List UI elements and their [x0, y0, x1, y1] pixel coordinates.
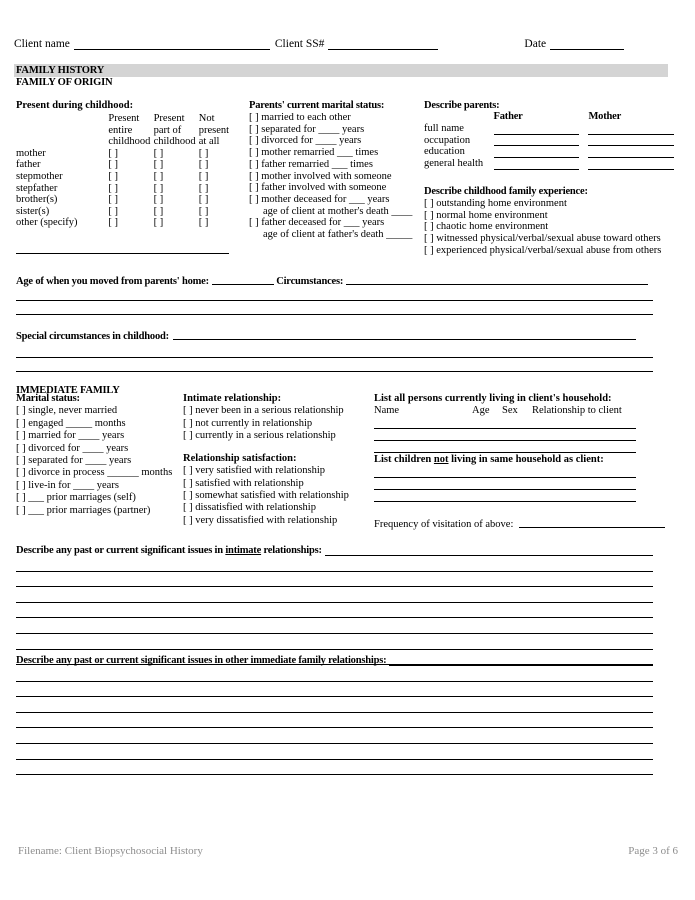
- narrative-family-blank-line[interactable]: [16, 666, 653, 682]
- relationship-block: [183, 393, 373, 527]
- household-block: [374, 393, 664, 502]
- age-field[interactable]: [472, 478, 502, 490]
- sex-field[interactable]: [502, 490, 532, 502]
- name-field[interactable]: [374, 441, 472, 453]
- moved-from-home-label: Age of when you moved from parents' home:: [16, 276, 209, 287]
- relationship-satisfaction-option[interactable]: [ ] somewhat satisfied with relationship: [183, 490, 349, 502]
- household-col-sex: Sex: [502, 405, 518, 416]
- sex-field[interactable]: [502, 441, 532, 453]
- present-childhood-checkbox[interactable]: [ ]: [198, 170, 209, 182]
- children-outside-table-row: [374, 490, 636, 502]
- relationship-field[interactable]: [532, 441, 636, 453]
- marital-status-title: Marital status:: [16, 393, 80, 404]
- special-circumstances-block: [16, 326, 653, 372]
- parents-marital-option[interactable]: [ ] father deceased for ___ years: [249, 217, 385, 229]
- client-ss-label: Client SS#: [274, 38, 325, 50]
- present-childhood-row: [16, 217, 244, 229]
- sex-field[interactable]: [502, 478, 532, 490]
- grid-header-row-3: [16, 136, 244, 148]
- present-childhood-row-label: other (specify): [16, 217, 78, 229]
- col1-head-l2: entire: [108, 124, 133, 136]
- narrative-intimate-part1: Describe any past or current significant issues in: [16, 545, 226, 556]
- narrative-intimate-underlined: intimate: [225, 545, 262, 556]
- present-childhood-checkbox[interactable]: [ ]: [108, 147, 119, 159]
- present-childhood-checkbox[interactable]: [ ]: [153, 170, 164, 182]
- mother-column-header: Mother: [588, 111, 622, 122]
- present-childhood-checkbox[interactable]: [ ]: [198, 194, 209, 206]
- present-childhood-row: [16, 183, 244, 195]
- frequency-label: Frequency of visitation of above:: [374, 519, 514, 530]
- children-outside-title-not: not: [433, 454, 449, 466]
- parents-marital-option[interactable]: [ ] mother deceased for ___ years: [249, 193, 390, 205]
- moved-age-field[interactable]: [212, 275, 274, 285]
- narrative-intimate-blank-line[interactable]: [16, 618, 653, 634]
- children-outside-table-row: [374, 478, 636, 490]
- narrative-intimate-block: [16, 545, 653, 665]
- parents-table-header: [424, 111, 674, 123]
- present-childhood-checkbox[interactable]: [ ]: [153, 217, 164, 229]
- marital-status-option[interactable]: [ ] divorced for ____ years: [16, 442, 129, 454]
- marital-status-option[interactable]: [ ] ___ prior marriages (self): [16, 492, 136, 504]
- mother-field[interactable]: [588, 159, 674, 170]
- describe-parents-row-label: general health: [424, 158, 484, 170]
- col3-head-l1: Not: [198, 113, 215, 124]
- mother-field[interactable]: [588, 135, 674, 146]
- relationship-field[interactable]: [532, 478, 636, 490]
- present-childhood-checkbox[interactable]: [ ]: [198, 182, 209, 194]
- col3-head-l3: at all: [198, 136, 220, 148]
- father-column-header: Father: [493, 111, 523, 122]
- present-during-childhood-block: [16, 100, 244, 229]
- intimate-relationship-title: Intimate relationship:: [183, 393, 282, 404]
- intimate-relationship-option[interactable]: [ ] currently in a serious relationship: [183, 429, 336, 441]
- present-childhood-row: [16, 159, 244, 171]
- marital-status-option[interactable]: [ ] married for ____ years: [16, 430, 125, 442]
- parents-marital-status-block: [249, 100, 419, 241]
- parents-marital-option: age of client at mother's death ____: [263, 205, 413, 217]
- footer-filename: Filename: Client Biopsychosocial History: [18, 845, 203, 857]
- relationship-satisfaction-option[interactable]: [ ] very dissatisfied with relationship: [183, 514, 338, 526]
- narrative-family-part1: Describe any past or current significant issues in other: [16, 655, 251, 666]
- present-childhood-checkbox[interactable]: [ ]: [198, 159, 209, 171]
- present-childhood-checkbox[interactable]: [ ]: [198, 217, 209, 229]
- narrative-intimate-part2: relationships:: [261, 545, 322, 556]
- present-childhood-checkbox[interactable]: [ ]: [198, 205, 209, 217]
- col1-head-l1: Present: [108, 113, 140, 124]
- narrative-family-blank-line[interactable]: [16, 744, 653, 760]
- age-field[interactable]: [472, 466, 502, 478]
- mother-field[interactable]: [588, 124, 674, 135]
- relationship-field[interactable]: [532, 466, 636, 478]
- marital-status-block: [16, 393, 196, 517]
- relationship-satisfaction-title: Relationship satisfaction:: [183, 453, 297, 465]
- moved-from-home-blank-line[interactable]: [16, 287, 653, 301]
- parents-marital-option[interactable]: [ ] separated for ____ years: [249, 123, 365, 135]
- present-childhood-checkbox[interactable]: [ ]: [153, 182, 164, 194]
- father-field[interactable]: [494, 147, 579, 158]
- present-childhood-checkbox[interactable]: [ ]: [153, 159, 164, 171]
- household-table-row: [374, 441, 636, 453]
- childhood-experience-option[interactable]: [ ] outstanding home environment: [424, 198, 567, 209]
- mother-field[interactable]: [588, 147, 674, 158]
- describe-parents-title: Describe parents:: [424, 100, 500, 111]
- special-circumstances-row: [16, 326, 653, 344]
- narrative-family-question: [16, 655, 653, 666]
- narrative-family-blank-line[interactable]: [16, 713, 653, 729]
- client-name-label: Client name: [14, 38, 70, 50]
- parents-marital-title: Parents' current marital status:: [249, 100, 385, 111]
- marital-status-option[interactable]: [ ] separated for ____ years: [16, 455, 132, 467]
- name-field[interactable]: [374, 466, 472, 478]
- footer-page-number: Page 3 of 6: [628, 845, 678, 857]
- moved-from-home-block: [16, 275, 653, 315]
- parents-marital-option: age of client at father's death _____: [263, 229, 413, 241]
- age-field[interactable]: [472, 417, 502, 429]
- narrative-family-blank-line[interactable]: [16, 697, 653, 713]
- father-field[interactable]: [494, 135, 579, 146]
- name-field[interactable]: [374, 429, 472, 441]
- parents-marital-option[interactable]: [ ] mother involved with someone: [249, 170, 392, 182]
- col2-head-l1: Present: [153, 113, 185, 124]
- client-ss-field[interactable]: [328, 38, 438, 50]
- banner-title: FAMILY HISTORY: [16, 65, 105, 76]
- narrative-family-blank-line[interactable]: [16, 682, 653, 698]
- parents-marital-option[interactable]: [ ] divorced for ____ years: [249, 135, 362, 147]
- childhood-experience-option[interactable]: [ ] normal home environment: [424, 209, 548, 221]
- special-circumstances-label: Special circumstances in childhood:: [16, 331, 169, 342]
- name-field[interactable]: [374, 417, 472, 429]
- col1-head-l3: childhood: [108, 136, 151, 148]
- age-field[interactable]: [472, 490, 502, 502]
- date-label: Date: [524, 38, 547, 50]
- special-circumstances-blank-line[interactable]: [16, 358, 653, 372]
- present-childhood-checkbox[interactable]: [ ]: [153, 147, 164, 159]
- parents-marital-option[interactable]: [ ] father involved with someone: [249, 182, 387, 194]
- narrative-intimate-blank-line[interactable]: [16, 634, 653, 650]
- narrative-family-part2: relationships:: [325, 655, 387, 666]
- section-banner-family-history: [14, 64, 668, 77]
- household-table: [374, 405, 636, 453]
- describe-parents-row-label: full name: [424, 122, 464, 134]
- narrative-family-underlined: immediate family: [250, 655, 326, 666]
- client-header-row: [14, 38, 669, 50]
- household-column-headers: [374, 405, 636, 417]
- marital-status-option[interactable]: [ ] divorce in process ______ months: [16, 467, 173, 479]
- household-col-name: Name: [374, 405, 400, 416]
- age-field[interactable]: [472, 429, 502, 441]
- circumstances-label: Circumstances:: [276, 276, 344, 287]
- parents-marital-option[interactable]: [ ] father remarried ___ times: [249, 158, 373, 170]
- age-field[interactable]: [472, 441, 502, 453]
- household-table-row: [374, 429, 636, 441]
- relationship-field[interactable]: [532, 417, 636, 429]
- marital-status-option[interactable]: [ ] engaged _____ months: [16, 417, 126, 429]
- sex-field[interactable]: [502, 429, 532, 441]
- present-childhood-checkbox[interactable]: [ ]: [108, 194, 119, 206]
- describe-parents-row: [424, 158, 674, 170]
- present-childhood-grid: [16, 113, 244, 229]
- household-col-relationship: Relationship to client: [532, 405, 622, 416]
- children-outside-table-row: [374, 466, 636, 478]
- special-circumstances-field[interactable]: [173, 330, 636, 340]
- present-childhood-checkbox[interactable]: [ ]: [108, 159, 119, 171]
- present-childhood-checkbox[interactable]: [ ]: [108, 217, 119, 229]
- present-childhood-checkbox[interactable]: [ ]: [108, 205, 119, 217]
- sex-field[interactable]: [502, 417, 532, 429]
- grid-header-row-1: [16, 113, 244, 125]
- father-field[interactable]: [494, 124, 579, 135]
- moved-from-home-row: [16, 275, 653, 287]
- narrative-family-field[interactable]: [389, 655, 653, 666]
- present-childhood-row-label: stepmother: [16, 170, 63, 182]
- household-title: List all persons currently living in client's household:: [374, 393, 612, 404]
- present-childhood-checkbox[interactable]: [ ]: [153, 205, 164, 217]
- present-childhood-row: [16, 194, 244, 206]
- present-childhood-row-label: sister(s): [16, 205, 50, 217]
- date-field[interactable]: [550, 38, 624, 50]
- describe-parents-row: [424, 135, 674, 147]
- narrative-intimate-blank-line[interactable]: [16, 556, 653, 572]
- father-field[interactable]: [494, 159, 579, 170]
- page-footer: [18, 845, 678, 857]
- childhood-experience-option[interactable]: [ ] chaotic home environment: [424, 221, 549, 233]
- name-field[interactable]: [374, 490, 472, 502]
- marital-status-option[interactable]: [ ] live-in for ____ years: [16, 479, 119, 491]
- present-childhood-title: Present during childhood:: [16, 100, 134, 111]
- frequency-row: [374, 518, 665, 530]
- col3-head-l2: present: [198, 124, 230, 136]
- col2-head-l2: part of: [153, 124, 182, 136]
- children-outside-title-part2: living in same household as client:: [448, 454, 604, 466]
- intimate-relationship-option[interactable]: [ ] never been in a serious relationship: [183, 405, 344, 417]
- frequency-field[interactable]: [519, 518, 665, 528]
- marital-status-option[interactable]: [ ] single, never married: [16, 405, 118, 417]
- subsection-family-of-origin: FAMILY OF ORIGIN: [16, 77, 113, 88]
- describe-parents-row: [424, 123, 674, 135]
- parents-marital-option[interactable]: [ ] married to each other: [249, 112, 351, 123]
- relationship-satisfaction-option[interactable]: [ ] satisfied with relationship: [183, 477, 304, 489]
- moved-from-home-blank-line[interactable]: [16, 301, 653, 315]
- children-outside-table: [374, 466, 636, 502]
- present-childhood-row-label: father: [16, 159, 41, 171]
- childhood-experience-title: Describe childhood family experience:: [424, 186, 588, 197]
- special-circumstances-blank-line[interactable]: [16, 344, 653, 358]
- present-childhood-row: [16, 206, 244, 218]
- present-childhood-row-label: brother(s): [16, 194, 58, 206]
- present-childhood-row: [16, 148, 244, 160]
- relationship-satisfaction-option[interactable]: [ ] very satisfied with relationship: [183, 465, 326, 477]
- describe-parents-table: [424, 111, 674, 170]
- describe-parents-block: [424, 100, 674, 170]
- circumstances-field[interactable]: [346, 275, 648, 285]
- present-childhood-rows: [16, 148, 244, 229]
- present-childhood-checkbox[interactable]: [ ]: [108, 170, 119, 182]
- present-childhood-divider: [16, 253, 229, 254]
- present-childhood-checkbox[interactable]: [ ]: [108, 182, 119, 194]
- marital-status-option[interactable]: [ ] ___ prior marriages (partner): [16, 504, 151, 516]
- relationship-field[interactable]: [532, 429, 636, 441]
- relationship-field[interactable]: [532, 490, 636, 502]
- children-outside-title: [374, 454, 664, 465]
- present-childhood-row-label: stepfather: [16, 182, 58, 194]
- present-childhood-checkbox[interactable]: [ ]: [198, 147, 209, 159]
- narrative-family-blank-line[interactable]: [16, 728, 653, 744]
- narrative-intimate-field[interactable]: [325, 545, 653, 556]
- present-childhood-row-label: mother: [16, 147, 46, 159]
- present-childhood-row: [16, 171, 244, 183]
- narrative-family-blank-line[interactable]: [16, 760, 653, 776]
- parents-marital-option[interactable]: [ ] mother remarried ___ times: [249, 147, 379, 159]
- describe-parents-row: [424, 146, 674, 158]
- childhood-experience-option[interactable]: [ ] witnessed physical/verbal/sexual abuse toward others: [424, 233, 661, 245]
- household-table-row: [374, 417, 636, 429]
- narrative-intimate-blank-line[interactable]: [16, 572, 653, 588]
- grid-header-row-2: [16, 125, 244, 137]
- col2-head-l3: childhood: [153, 136, 196, 148]
- childhood-experience-option[interactable]: [ ] experienced physical/verbal/sexual abuse from others: [424, 244, 662, 256]
- narrative-intimate-question: [16, 545, 653, 556]
- present-childhood-checkbox[interactable]: [ ]: [153, 194, 164, 206]
- name-field[interactable]: [374, 478, 472, 490]
- narrative-family-block: [16, 655, 653, 775]
- sex-field[interactable]: [502, 466, 532, 478]
- childhood-experience-block: [424, 186, 686, 257]
- immediate-family-title: IMMEDIATE FAMILY: [16, 385, 120, 396]
- household-col-age: Age: [472, 405, 490, 416]
- describe-parents-row-label: occupation: [424, 134, 471, 146]
- client-name-field[interactable]: [74, 38, 270, 50]
- describe-parents-row-label: education: [424, 146, 465, 158]
- relationship-satisfaction-option[interactable]: [ ] dissatisfied with relationship: [183, 502, 316, 514]
- narrative-intimate-blank-line[interactable]: [16, 587, 653, 603]
- intimate-relationship-option[interactable]: [ ] not currently in relationship: [183, 417, 313, 429]
- narrative-intimate-blank-line[interactable]: [16, 603, 653, 619]
- children-outside-title-part1: List children: [374, 454, 434, 466]
